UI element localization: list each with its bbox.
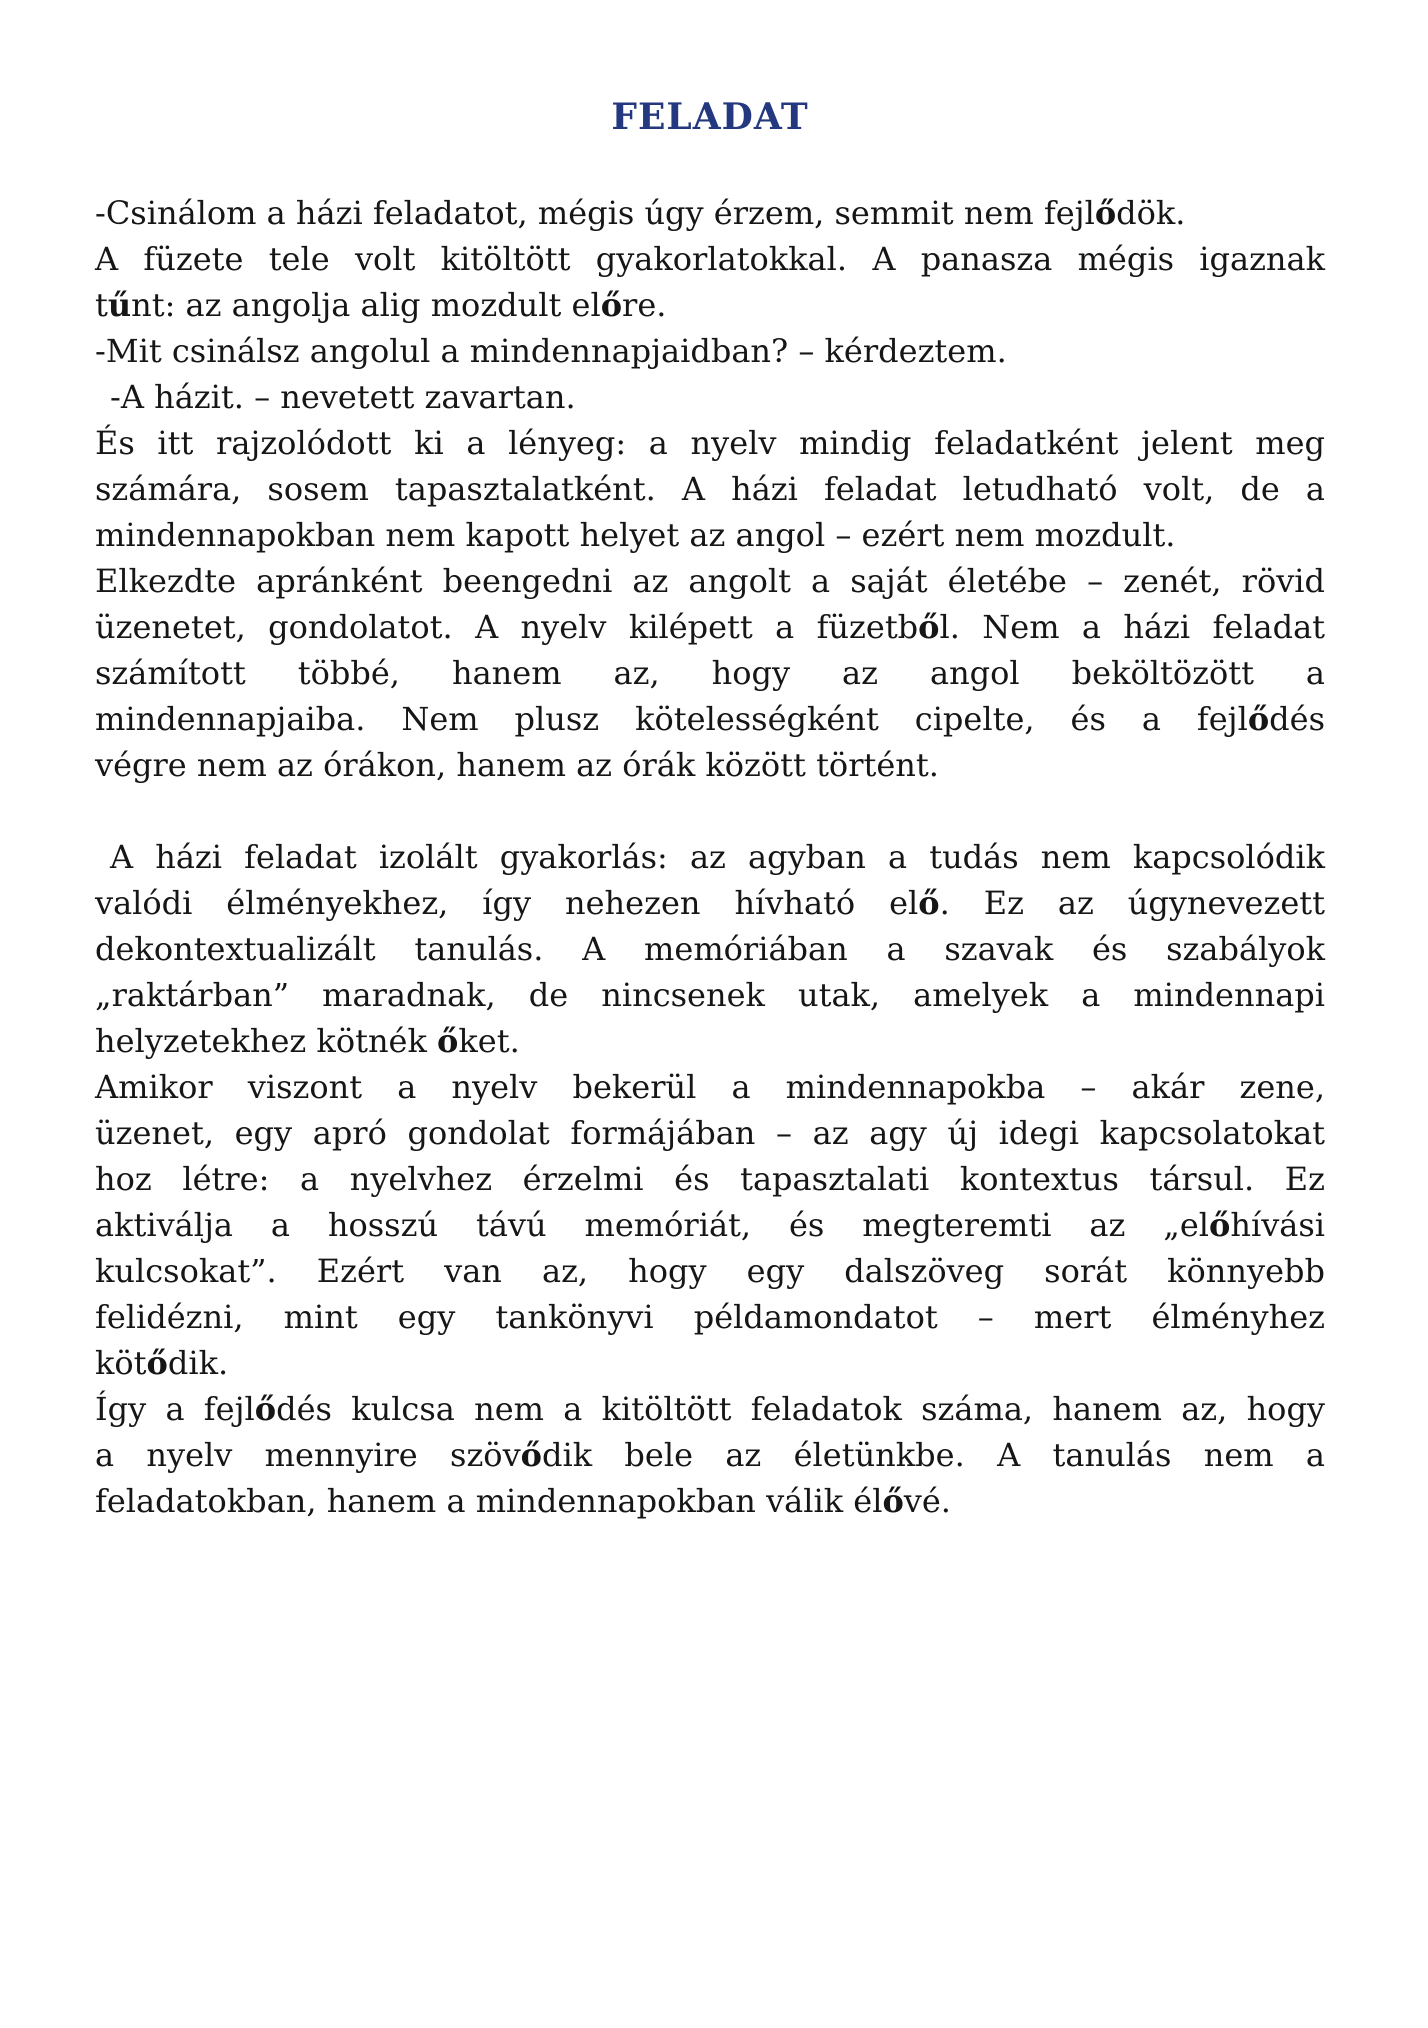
paragraph-line: -Csinálom a házi feladatot, mégis úgy érzem, semmit nem fejlődök. [95,194,1186,232]
fallback-glyph: ő [1247,700,1270,738]
paragraph-line: kulcsokat”. Ezért van az, hogy egy dalszöveg sorát könnyebb [95,1252,1325,1290]
paragraph-line: Így a fejlődés kulcsa nem a kitöltött feladatok száma, hanem az, hogy [95,1390,1326,1428]
paragraph-line: helyzetekhez kötnék őket. [95,1022,520,1060]
fallback-glyph: ő [1094,194,1117,232]
paragraph [95,190,1325,236]
paragraph [95,558,1325,788]
paragraph [95,236,1325,328]
fallback-glyph: ő [520,1436,542,1474]
paragraph-line: számított többé, hanem az, hogy az angol beköltözött a [95,654,1325,692]
paragraph [95,328,1325,374]
paragraph-line: Elkezdte apránként beengedni az angolt a saját életébe – zenét, rövid [95,562,1325,600]
fallback-glyph: ő [600,286,623,324]
paragraph-line: mindennapjaiba. Nem plusz kötelességként cipelte, és a fejlődés [95,700,1325,738]
paragraph-line: „raktárban” maradnak, de nincsenek utak, amelyek a mindennapi [95,976,1325,1014]
paragraph-line: üzenetet, gondolatot. A nyelv kilépett a füzetből. Nem a házi feladat [95,608,1326,646]
paragraph-line: üzenet, egy apró gondolat formájában – az agy új idegi kapcsolatokat [95,1114,1325,1152]
paragraph-line: tűnt: az angolja alig mozdult előre. [95,286,667,324]
fallback-glyph: ő [254,1390,277,1428]
paragraph-line: feladatokban, hanem a mindennapokban válik élővé. [95,1482,951,1520]
fallback-glyph: ő [882,1482,904,1520]
paragraph [95,374,1325,420]
paragraph-line: mindennapokban nem kapott helyet az angol – ezért nem mozdult. [95,516,1176,554]
paragraph [95,834,1325,1064]
paragraph-line: -A házit. – nevetett zavartan. [110,378,576,416]
paragraph [95,420,1325,558]
paragraph-line: -Mit csinálsz angolul a mindennapjaidban? – kérdeztem. [95,332,1007,370]
paragraph-line: végre nem az órákon, hanem az órák között történt. [95,746,939,784]
paragraph-line: valódi élményekhez, így nehezen hívható elő. Ez az úgynevezett [95,884,1326,922]
fallback-glyph: ő [1209,1206,1231,1244]
paragraph-line: hoz létre: a nyelvhez érzelmi és tapasztalati kontextus társul. Ez [95,1160,1325,1198]
fallback-glyph: ő [146,1344,168,1382]
paragraph-line: felidézni, mint egy tankönyvi példamondatot – mert élményhez [95,1298,1325,1336]
paragraph [95,1064,1325,1386]
page-title: FELADAT [611,96,809,138]
paragraph-line: kötődik. [95,1344,229,1382]
fallback-glyph: ő [437,1022,459,1060]
document-body [95,190,1325,1524]
paragraph-line: számára, sosem tapasztalatként. A házi feladat letudható volt, de a [95,470,1325,508]
paragraph-line: A házi feladat izolált gyakorlás: az agyban a tudás nem kapcsolódik [110,838,1325,876]
paragraph-line: aktiválja a hosszú távú memóriát, és megteremti az „előhívási [95,1206,1325,1244]
paragraph-line: És itt rajzolódott ki a lényeg: a nyelv mindig feladatként jelent meg [95,424,1325,462]
fallback-glyph: ű [107,286,132,324]
paragraph-line: dekontextualizált tanulás. A memóriában a szavak és szabályok [95,930,1325,968]
paragraph-line: Amikor viszont a nyelv bekerül a mindennapokba – akár zene, [95,1068,1325,1106]
paragraph [95,1386,1325,1524]
fallback-glyph: ő [918,608,940,646]
paragraph-line: a nyelv mennyire szövődik bele az életünkbe. A tanulás nem a [95,1436,1326,1474]
fallback-glyph: ő [918,884,940,922]
paragraph-line: A füzete tele volt kitöltött gyakorlatokkal. A panasza mégis igaznak [95,240,1325,278]
